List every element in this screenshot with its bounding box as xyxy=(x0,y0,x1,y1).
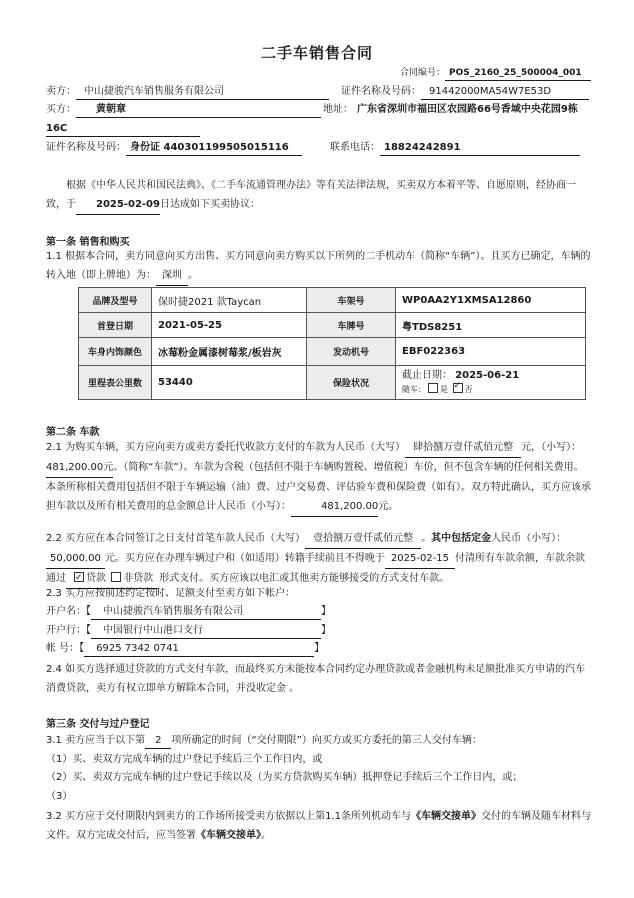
article3-1-text: 3.1 卖方应当于以下第 xyxy=(46,735,146,746)
non-loan-label: 非贷款 xyxy=(123,573,154,584)
color-value: 冰莓粉金属漆树莓浆/板岩灰 xyxy=(152,338,307,366)
checkbox-loan[interactable] xyxy=(74,572,84,582)
first-payment-upper: 壹拾捌万壹仟贰佰元整 xyxy=(305,529,421,549)
buyer-id-row xyxy=(46,141,302,156)
buyer-id-label: 证件名称及号码： xyxy=(46,142,126,153)
article2-2-text-d: 元。买方应在办理车辆过户和（如适用）转籍手续前且不得晚于 xyxy=(104,553,385,564)
mileage-label: 里程表公里数 xyxy=(79,366,152,400)
article2-heading: 第二条 车款 xyxy=(46,427,100,438)
color-label: 车身内饰颜色 xyxy=(79,338,152,366)
deposit-included-text: 其中包括定金 xyxy=(431,533,492,544)
account-name: 中山捷骏汽车销售服务有限公司 xyxy=(91,605,321,620)
intro-text-end: 日达成如下买卖协议： xyxy=(159,199,260,210)
delivery-option-number: 2 xyxy=(145,734,171,749)
article3-2-text-c: 。 xyxy=(261,830,271,841)
buyer-name: 黄朝章 xyxy=(76,103,321,118)
price-upper: 肆拾捌万壹仟贰佰元整 xyxy=(405,438,521,458)
table-row xyxy=(79,338,586,366)
account-name-row: 开户名：【 中山捷骏汽车销售服务有限公司 】 xyxy=(46,605,331,620)
buyer-id: 身份证 440301199505015116 xyxy=(126,141,302,156)
article1-text-end: 。 xyxy=(188,270,198,281)
option-1: （1）买、卖双方完成车辆的过户登记手续后三个工作日内，或 xyxy=(46,754,323,765)
address-part2: 16C xyxy=(46,122,200,137)
table-row xyxy=(79,366,586,400)
article2-paragraph-4 xyxy=(46,660,591,698)
engine-value: EBF022363 xyxy=(396,338,586,366)
no-label: 否 xyxy=(464,385,473,394)
bank-label: 开户行： xyxy=(46,625,86,636)
checkbox-non-loan[interactable] xyxy=(111,572,121,582)
contract-number-row xyxy=(400,66,591,81)
phone: 18824242891 xyxy=(380,141,580,156)
insurance-expiry: 2025-06-21 xyxy=(455,370,520,381)
table-row xyxy=(79,288,586,313)
seller-id: 91442000MA54W7E53D xyxy=(421,85,589,100)
transfer-city: 深圳 xyxy=(156,266,188,286)
article1-text: 1.1 根据本合同，卖方同意向买方出售、买方同意向卖方购买以下所列的二手机动车（简称“车辆”）。且买方已确定，车辆的转入地（即上牌地）为： xyxy=(46,251,591,281)
article3-heading: 第三条 交付与过户登记 xyxy=(46,719,150,730)
article2-paragraph-1 xyxy=(46,438,591,517)
seller-name: 中山捷骏汽车销售服务有限公司 xyxy=(76,85,329,100)
bank-row: 开户行：【 中国银行中山港口支行 】 xyxy=(46,624,331,639)
engine-label: 发动机号 xyxy=(307,338,396,366)
option-3: （3） xyxy=(46,791,73,802)
article2-1-text: 2.1 为购买车辆，买方应向卖方或卖方委托代收款方支付的车款为人民币（大写） xyxy=(46,442,406,453)
option-2: （2）买、卖双方完成车辆的过户登记手续以及（为买方贷款购买车辆）抵押登记手续后三个工作日内，或； xyxy=(46,772,523,783)
article3-1-row xyxy=(46,734,482,749)
insurance-label: 保险状况 xyxy=(307,366,396,400)
checkbox-no[interactable] xyxy=(453,383,463,393)
article3-1-text-b: 项所确定的时间（“交付期限”）向买方或买方委托的第三人交付车辆： xyxy=(171,735,482,746)
yes-label: 是 xyxy=(440,385,448,394)
article2-1-text-d: 元。 xyxy=(378,501,399,512)
contract-number: POS_2160_25_500004_001 xyxy=(445,66,591,81)
payment-deadline: 2025-02-15 xyxy=(385,549,455,569)
with-car-label: 随车： xyxy=(402,385,426,394)
account-number-label: 帐 号： xyxy=(46,643,80,654)
article2-2-text-f: 形式支付。买方应该以电汇或其他卖方能够接受的方式支付车款。 xyxy=(159,573,450,584)
article2-1-text-b: 元，（小写）： xyxy=(521,442,582,453)
article3-2-text-b: 交付的车辆及随车材料与文件。双方完成交付后，应当签署 xyxy=(46,811,591,841)
handover-form-ref-2: 《车辆交接单》 xyxy=(196,830,261,841)
agreement-date: 2025-02-09 xyxy=(76,195,160,215)
buyer-row xyxy=(46,103,321,118)
intro-paragraph xyxy=(46,176,591,215)
vin-value: WP0AA2Y1XMSA12860 xyxy=(396,288,586,313)
article2-2-text-e: 付清所有车款余额，车款余款通过 xyxy=(46,553,586,584)
total-amount: 481,200.00 xyxy=(291,497,378,517)
phone-row xyxy=(330,141,580,156)
buyer-label: 买方： xyxy=(46,104,76,115)
article3-2-text: 3.2 买方应于交付期限内到卖方的工作场所接受卖方依据以上第1.1条所列机动车与 xyxy=(46,811,411,822)
article3-paragraph-2 xyxy=(46,807,591,845)
insurance-cell xyxy=(396,366,586,400)
table-row xyxy=(79,313,586,338)
article2-2-text: 2.2 买方应在本合同签订之日支付首笔车款人民币（大写） xyxy=(46,533,306,544)
reg-date-value: 2021-05-25 xyxy=(152,313,307,338)
intro-text: 根据《中华人民共和国民法典》、《二手车流通管理办法》等有关法律法规，买卖双方本着平等、自愿原则，经协商一致，于 xyxy=(46,180,576,210)
insurance-expiry-label: 截止日期： xyxy=(402,370,452,381)
account-name-label: 开户名： xyxy=(46,606,86,617)
doc-title: 二手车销售合同 xyxy=(260,44,373,62)
address-label: 地址： xyxy=(323,104,353,115)
address-row xyxy=(323,103,578,117)
price-lower: 481,200.00元 xyxy=(46,458,113,478)
article2-1-text-c: 。（简称“车款”）。车款为含税（包括但不限于车辆购置税、增值税）车价，但不包含车辆的任何相关费用。本条所称相关费用包括但不限于车辆运输（油）费、过户交易费、评估验车费和保险费（如有）。双方特此确认，买方应该承担车款以及所有相关费用的总金额总计人民币（小写）： xyxy=(46,462,591,512)
plate-value: 粤TDS8251 xyxy=(396,313,586,338)
seller-id-label: 证件名称及号码： xyxy=(341,86,421,97)
account-number-row: 帐 号：【 6925 7342 0741 】 xyxy=(46,642,324,657)
address-continued-row xyxy=(46,122,200,137)
loan-label: 贷款 xyxy=(86,573,106,584)
address-part1: 广东省深圳市福田区农园路66号香域中央花园9栋 xyxy=(357,104,578,115)
bank-name: 中国银行中山港口支行 xyxy=(91,624,321,639)
plate-label: 车牌号 xyxy=(307,313,396,338)
deposit-amount: 50,000.00 xyxy=(46,549,105,569)
article2-2-text-b: 。 xyxy=(421,533,432,544)
vehicle-table xyxy=(78,287,586,400)
checkbox-yes[interactable] xyxy=(428,383,438,393)
seller-id-row xyxy=(341,85,589,100)
article2-2-text-c: 人民币（小写）： xyxy=(491,533,567,544)
handover-form-ref-1: 《车辆交接单》 xyxy=(411,811,481,822)
reg-date-label: 首登日期 xyxy=(79,313,152,338)
contract-number-label: 合同编号： xyxy=(400,68,446,78)
brand-value: 保时捷2021 款Taycan xyxy=(152,288,307,313)
account-number: 6925 7342 0741 xyxy=(84,642,314,657)
article2-paragraph-2 xyxy=(46,529,591,589)
article1-heading: 第一条 销售和购买 xyxy=(46,237,130,248)
mileage-value: 53440 xyxy=(152,366,307,400)
seller-label: 卖方： xyxy=(46,86,76,97)
vin-label: 车架号 xyxy=(307,288,396,313)
phone-label: 联系电话： xyxy=(330,142,380,153)
brand-label: 品牌及型号 xyxy=(79,288,152,313)
article2-3-text: 2.3 买方应按前述约定按时、足额支付至卖方如下帐户： xyxy=(46,588,296,599)
article1-paragraph xyxy=(46,247,591,286)
seller-row xyxy=(46,85,329,100)
article2-4-text: 2.4 如买方选择通过贷款的方式支付车款，而最终买方未能按本合同约定办理贷款或者金融机构未足额批准买方申请的汽车消费贷款，卖方有权立即单方解除本合同，并没收定金 。 xyxy=(46,664,586,694)
